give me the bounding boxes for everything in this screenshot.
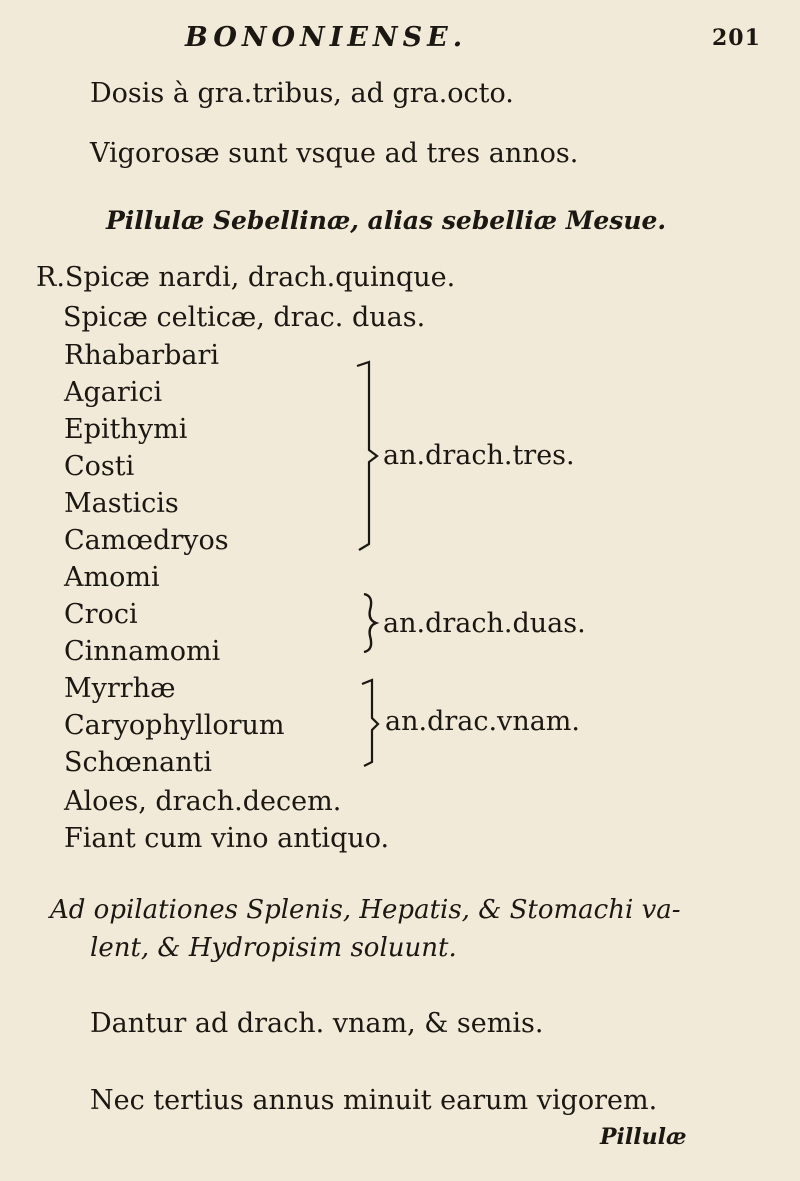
ingredient-rhabarbari: Rhabarbari — [64, 340, 220, 371]
brace-group-1 — [355, 358, 385, 554]
recipe-title: Pillulæ Sebellinæ, alias sebelliæ Mesue. — [106, 206, 667, 235]
fiant-line: Fiant cum vino antiquo. — [64, 823, 390, 854]
brace-group-3 — [360, 678, 386, 770]
usage-vigor: Nec tertius annus minuit earum vigorem. — [90, 1085, 658, 1116]
page-number: 201 — [712, 25, 761, 51]
recipe-line-2: Spicæ celticæ, drac. duas. — [63, 302, 426, 333]
ingredient-croci: Croci — [64, 599, 138, 630]
ingredient-myrrhae: Myrrhæ — [64, 673, 176, 704]
vigor-line: Vigorosæ sunt vsque ad tres annos. — [90, 138, 579, 169]
usage-line-1: Ad opilationes Splenis, Hepatis, & Stomachi va- — [50, 895, 681, 925]
ingredient-agarici: Agarici — [64, 377, 163, 408]
recipe-line-1: R.Spicæ nardi, drach.quinque. — [36, 262, 456, 293]
ingredient-costi: Costi — [64, 451, 135, 482]
ingredient-amomi: Amomi — [64, 562, 160, 593]
aloes-line: Aloes, drach.decem. — [64, 786, 342, 817]
ingredient-masticis: Masticis — [64, 488, 179, 519]
usage-dose: Dantur ad drach. vnam, & semis. — [90, 1008, 544, 1039]
dose-line: Dosis à gra.tribus, ad gra.octo. — [90, 78, 514, 109]
group-1-dose: an.drach.tres. — [383, 440, 575, 471]
ingredient-schoenanti: Schœnanti — [64, 747, 213, 778]
usage-line-2: lent, & Hydropisim soluunt. — [90, 933, 457, 963]
group-3-dose: an.drac.vnam. — [385, 706, 580, 737]
group-2-dose: an.drach.duas. — [383, 608, 586, 639]
brace-group-2 — [360, 590, 382, 656]
ingredient-camoedryos: Camœdryos — [64, 525, 229, 556]
running-title: BONONIENSE. — [185, 22, 468, 53]
ingredient-cinnamomi: Cinnamomi — [64, 636, 221, 667]
catchword: Pillulæ — [600, 1124, 687, 1150]
ingredient-epithymi: Epithymi — [64, 414, 188, 445]
ingredient-caryophyllorum: Caryophyllorum — [64, 710, 285, 741]
